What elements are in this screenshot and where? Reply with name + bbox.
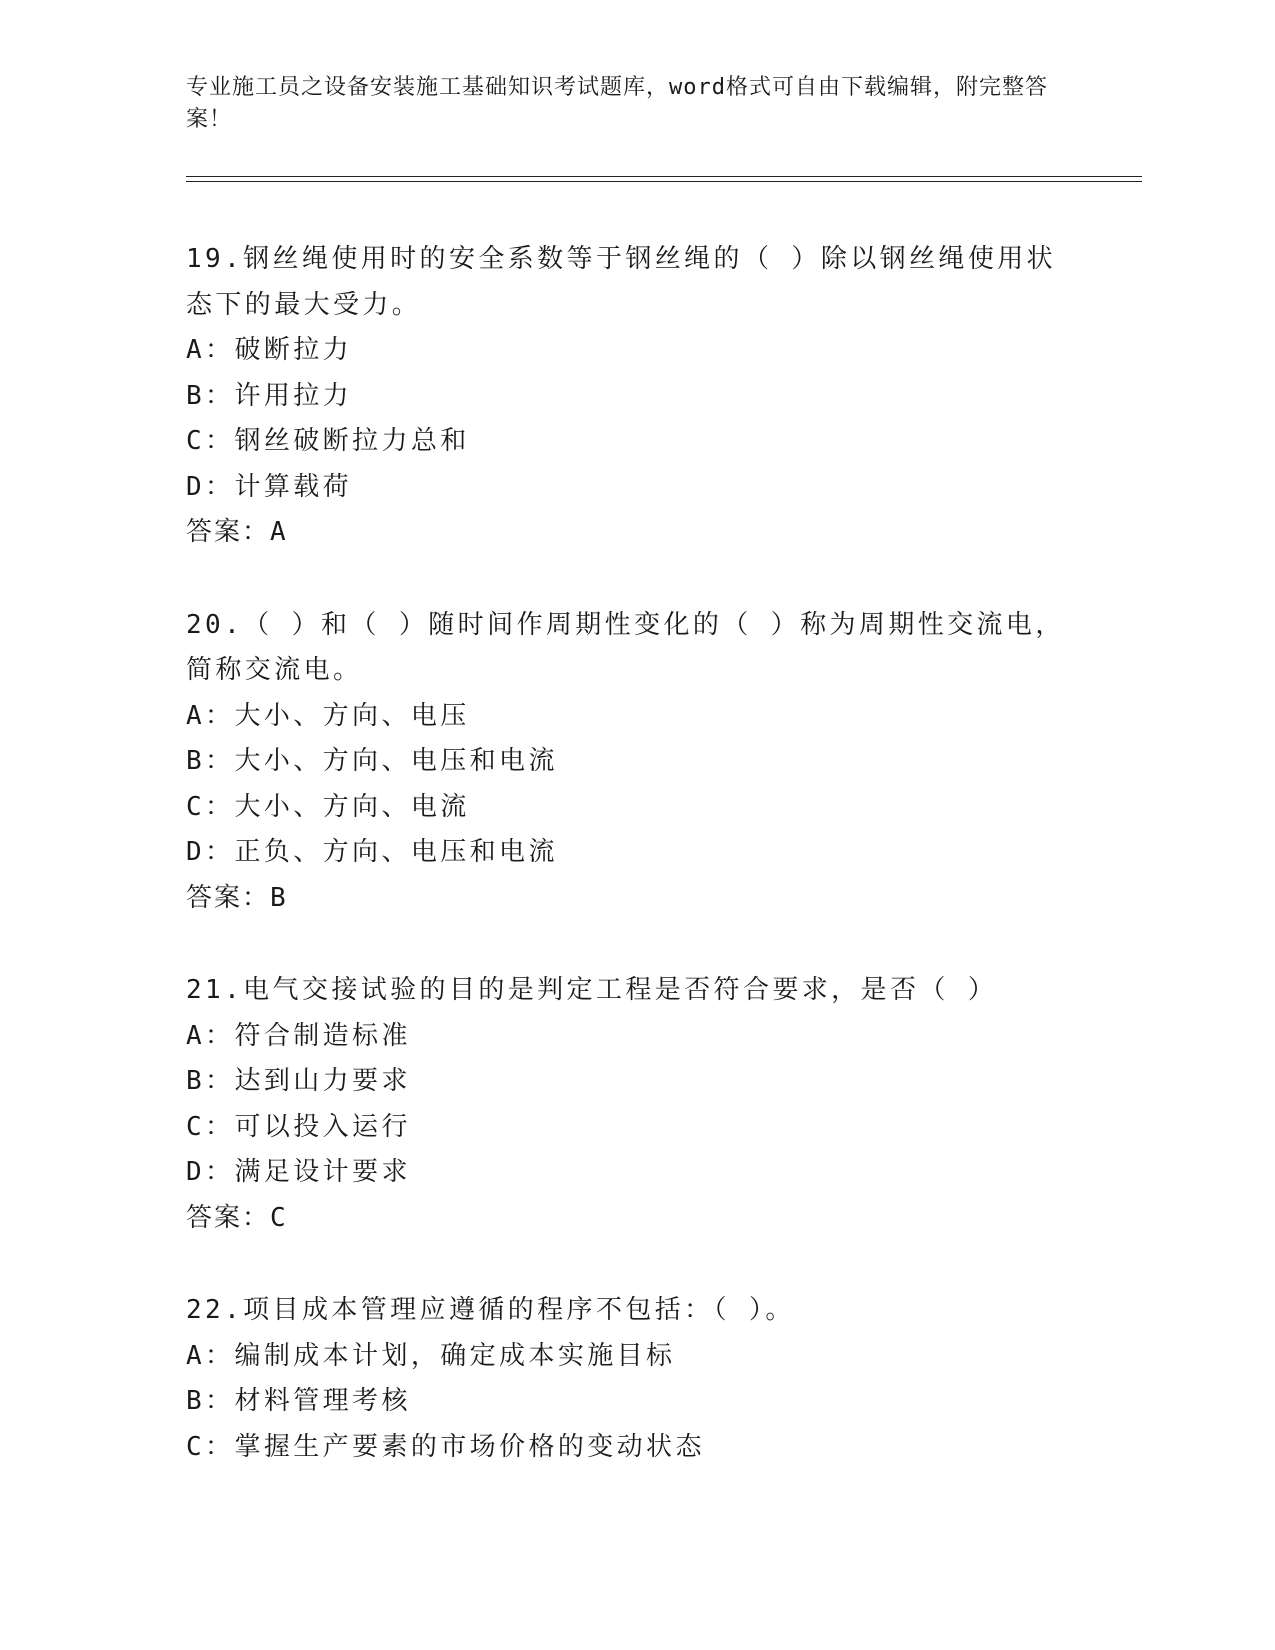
option-c: C：掌握生产要素的市场价格的变动状态 bbox=[186, 1431, 705, 1462]
question-19 bbox=[186, 237, 1066, 556]
answer-value: B bbox=[270, 882, 288, 913]
header-divider-top bbox=[186, 176, 1142, 177]
question-22 bbox=[186, 1288, 1066, 1470]
option-d: D：计算载荷 bbox=[186, 471, 353, 502]
option-b: B：许用拉力 bbox=[186, 380, 353, 411]
option-a: A：符合制造标准 bbox=[186, 1020, 411, 1051]
document-header: 专业施工员之设备安装施工基础知识考试题库，word格式可自由下载编辑，附完整答案！ bbox=[186, 75, 1048, 132]
option-a: A：大小、方向、电压 bbox=[186, 700, 470, 731]
option-b: B：材料管理考核 bbox=[186, 1386, 411, 1416]
header-divider-bottom bbox=[186, 181, 1142, 182]
option-a: A：破断拉力 bbox=[186, 335, 353, 365]
answer-line bbox=[186, 876, 1066, 922]
option-c: C：可以投入运行 bbox=[186, 1111, 411, 1142]
option-b: B：大小、方向、电压和电流 bbox=[186, 746, 558, 776]
answer-label: 答案： bbox=[186, 1202, 271, 1233]
answer-label: 答案： bbox=[186, 882, 271, 913]
question-stem: 19.钢丝绳使用时的安全系数等于钢丝绳的（ ）除以钢丝绳使用状态下的最大受力。 bbox=[186, 244, 1057, 320]
question-21 bbox=[186, 968, 1066, 1241]
answer-line bbox=[186, 1196, 1066, 1242]
question-list bbox=[186, 237, 1066, 1517]
answer-value: C bbox=[270, 1202, 288, 1233]
option-d: D：满足设计要求 bbox=[186, 1157, 411, 1187]
option-c: C：钢丝破断拉力总和 bbox=[186, 426, 470, 456]
question-stem: 21.电气交接试验的目的是判定工程是否符合要求，是否（ ） bbox=[186, 975, 998, 1005]
question-20 bbox=[186, 603, 1066, 922]
question-stem: 20.（ ）和（ ）随时间作周期性变化的（ ）称为周期性交流电，简称交流电。 bbox=[186, 609, 1065, 685]
option-c: C：大小、方向、电流 bbox=[186, 791, 470, 822]
option-d: D：正负、方向、电压和电流 bbox=[186, 837, 558, 867]
question-stem: 22.项目成本管理应遵循的程序不包括：（ ）。 bbox=[186, 1295, 795, 1325]
answer-value: A bbox=[270, 517, 288, 547]
option-b: B：达到山力要求 bbox=[186, 1066, 411, 1096]
option-a: A：编制成本计划，确定成本实施目标 bbox=[186, 1340, 676, 1371]
answer-line bbox=[186, 510, 1066, 556]
answer-label: 答案： bbox=[186, 517, 271, 547]
